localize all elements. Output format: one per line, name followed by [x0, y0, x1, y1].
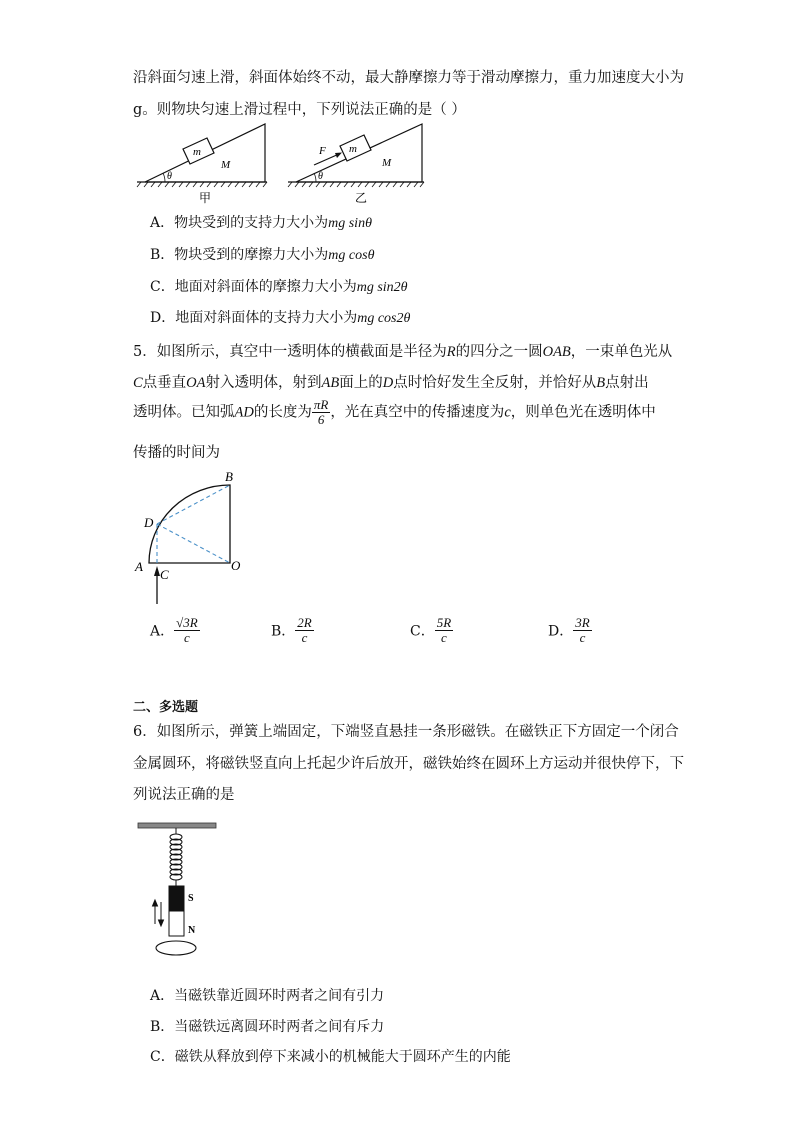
q6-text-line1: 6．如图所示，弹簧上端固定，下端竖直悬挂一条形磁铁。在磁铁正下方固定一个闭合 — [133, 724, 679, 740]
magnet-n-pole — [169, 911, 184, 936]
q4-figure-yi — [286, 122, 431, 208]
metal-ring — [156, 941, 196, 955]
label-theta: θ — [167, 171, 172, 182]
label-S: S — [188, 893, 194, 904]
option-label: D．地面对斜面体的支持力大小为 — [150, 310, 358, 326]
motion-arrows-icon — [153, 900, 164, 926]
option-expr: mg cos2θ — [357, 311, 411, 326]
q5-figure-quarter-circle — [130, 466, 250, 608]
force-arrowhead — [335, 153, 342, 159]
q4-option-a — [150, 212, 372, 232]
q6-text-line2: 金属圆环，将磁铁竖直向上托起少许后放开，磁铁始终在圆环上方运动并很快停下，下 — [133, 756, 684, 772]
q5-option-a: A． $\frac{√3R}{c}$ — [150, 615, 198, 645]
q5-text-line4: 传播的时间为 — [133, 445, 220, 461]
q4-figure-jia — [135, 122, 275, 208]
label-C: C — [160, 567, 169, 582]
q4-option-d — [150, 307, 410, 327]
q5-text-line3: 透明体。已知弧AD的长度为 $\frac{\pi R}{6}$ ，光在真空中的传播速度为c，则单色光在透明体中 — [133, 397, 656, 427]
option-expr: mg sinθ — [328, 216, 372, 231]
q6-text-line3: 列说法正确的是 — [133, 787, 235, 803]
q5-option-c: C． $\frac{5R}{c}$ — [410, 615, 452, 645]
ground-hatch — [288, 182, 424, 187]
light-ray-db — [157, 485, 230, 524]
q5-option-d: D． $\frac{3R}{c}$ — [548, 615, 590, 645]
label-M: M — [221, 159, 231, 171]
q6-figure-spring-magnet — [136, 820, 226, 960]
label-m: m — [193, 146, 201, 158]
option-expr: mg cosθ — [328, 248, 375, 263]
spring — [170, 828, 182, 886]
dashed-do — [157, 524, 230, 563]
label-M: M — [382, 157, 392, 169]
label-A: A — [135, 559, 143, 574]
ceiling — [138, 823, 216, 828]
ground-hatch — [137, 182, 267, 187]
option-expr: mg sin2θ — [356, 280, 408, 295]
q5-option-b: B． $\frac{2R}{c}$ — [271, 615, 312, 645]
option-label: C．地面对斜面体的摩擦力大小为 — [150, 279, 357, 295]
label-D: D — [144, 515, 154, 530]
q5-text-line2: C点垂直OA射入透明体，射到AB面上的D点时恰好发生全反射，并恰好从B点射出 — [133, 375, 649, 391]
q4-text-line1: 沿斜面匀速上滑，斜面体始终不动，最大静摩擦力等于滑动摩擦力，重力加速度大小为 — [133, 70, 684, 86]
angle-arc — [163, 173, 165, 182]
label-theta: θ — [318, 171, 323, 182]
magnet-s-pole — [169, 886, 184, 911]
q6-option-a: A．当磁铁靠近圆环时两者之间有引力 — [150, 988, 385, 1004]
angle-arc — [314, 173, 316, 182]
section-heading-multiple-choice: 二、多选题 — [133, 700, 199, 715]
label-O: O — [231, 558, 241, 573]
label-F: F — [319, 145, 326, 157]
q4-text-line2: g。则物块匀速上滑过程中，下列说法正确的是（ ） — [133, 102, 466, 118]
caption-yi: 乙 — [354, 191, 368, 205]
label-m: m — [349, 143, 357, 155]
fraction-pi-r-over-6: $\frac{\pi R}{6}$ — [313, 397, 329, 427]
q6-option-c: C．磁铁从释放到停下来减小的机械能大于圆环产生的内能 — [150, 1049, 511, 1065]
q5-text-line1: 5．如图所示，真空中一透明体的横截面是半径为R的四分之一圆OAB，一束单色光从 — [133, 344, 673, 360]
label-N: N — [188, 925, 196, 936]
q4-option-b — [150, 244, 374, 264]
option-label: B．物块受到的摩擦力大小为 — [150, 247, 329, 263]
q4-option-c — [150, 276, 408, 296]
label-B: B — [225, 469, 233, 484]
q6-option-b: B．当磁铁远离圆环时两者之间有斥力 — [150, 1019, 385, 1035]
option-label: A．物块受到的支持力大小为 — [150, 215, 329, 231]
caption-jia: 甲 — [198, 191, 212, 205]
quarter-circle-outline — [149, 485, 230, 563]
